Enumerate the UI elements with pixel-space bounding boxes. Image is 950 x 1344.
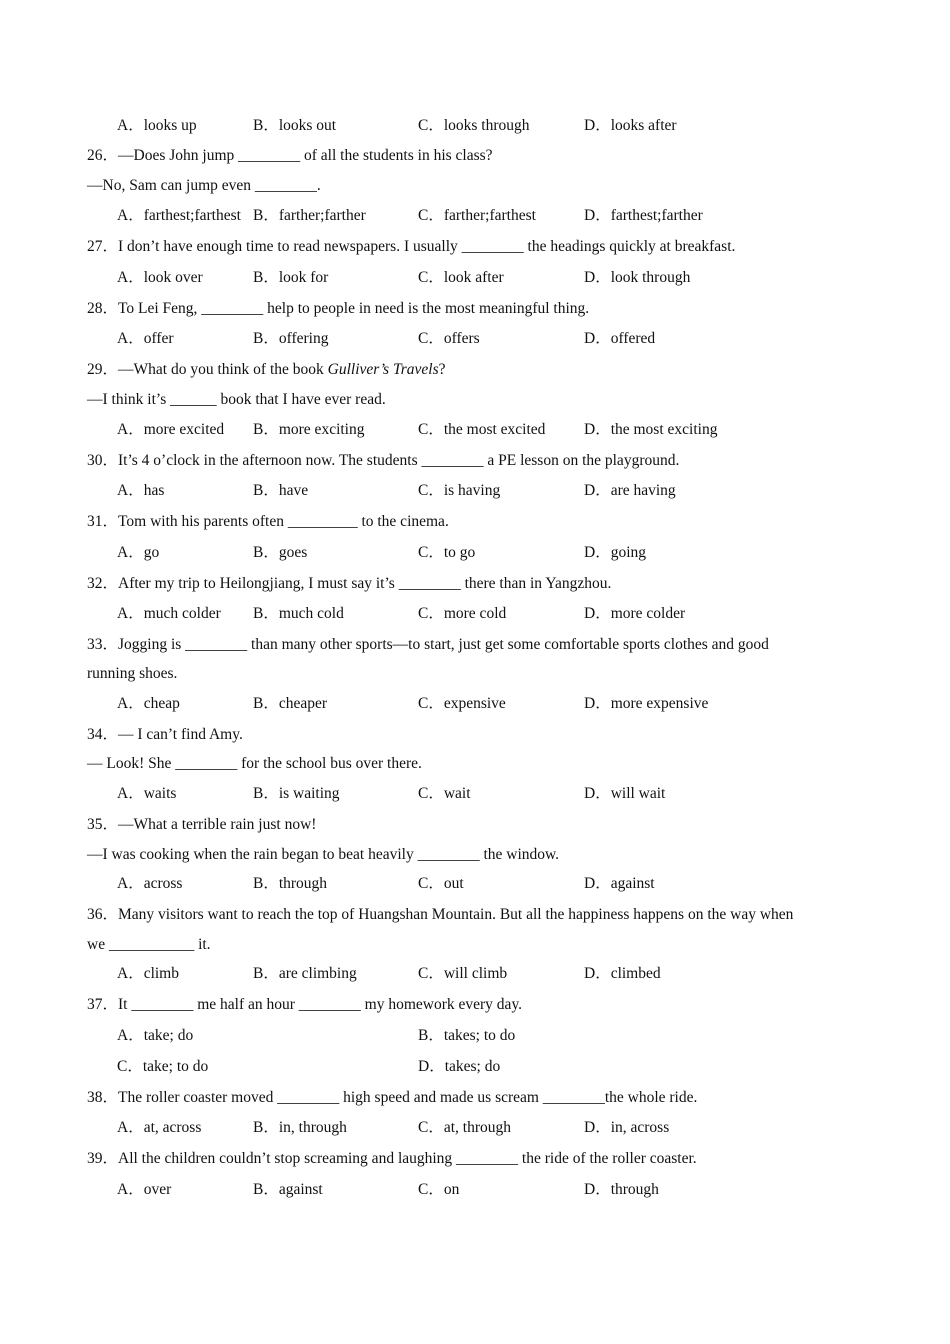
option-a: A．much colder [117,605,221,622]
option-a: A．at, across [117,1119,202,1136]
option-a: A．waits [117,785,177,802]
option-d: D．looks after [584,117,677,134]
option-c: C．out [418,875,464,892]
question-39-stem: 39．All the children couldn’t stop screaming and laughing ________ the ride of the roller coaster. [87,1150,697,1167]
option-d: D．the most exciting [584,421,718,438]
question-29-stem [87,360,446,380]
option-b: B．cheaper [253,695,328,712]
option-d: D．look through [584,269,691,286]
options-row-q26 [0,206,950,226]
option-d: D．through [584,1181,659,1198]
question-35-stem-2: —I was cooking when the rain began to beat heavily ________ the window. [87,846,560,863]
option-d: D．against [584,875,655,892]
options-row-q38 [0,1118,950,1138]
question-33-stem-2: running shoes. [87,665,178,682]
option-a: A．across [117,875,183,892]
option-a: A．take; do [117,1027,194,1044]
options-row-q34 [0,784,950,804]
option-c: C．to go [418,544,476,561]
option-d: D．more expensive [584,695,709,712]
question-29-stem-2: —I think it’s ______ book that I have ever read. [87,391,386,408]
option-c: C．at, through [418,1119,511,1136]
option-d: D．climbed [584,965,661,982]
option-b: B．much cold [253,605,344,622]
option-a: A．looks up [117,117,197,134]
options-row-q29 [0,420,950,440]
question-34-stem-2: — Look! She ________ for the school bus over there. [87,755,422,772]
option-a: A．over [117,1181,172,1198]
question-38-stem: 38．The roller coaster moved ________ high speed and made us scream ________the whole ride. [87,1089,698,1106]
option-c: C．offers [418,330,480,347]
option-c: C．look after [418,269,504,286]
option-a: A．offer [117,330,174,347]
options-row-q37-ab [0,1026,950,1046]
option-d: D．in, across [584,1119,670,1136]
option-b: B．looks out [253,117,337,134]
option-b: B．is waiting [253,785,340,802]
option-b: B．more exciting [253,421,365,438]
option-b: B．takes; to do [418,1027,516,1044]
option-a: A．more excited [117,421,225,438]
book-title: Gulliver’s Travels [327,361,439,378]
option-c: C．is having [418,482,501,499]
question-26-stem-2: —No, Sam can jump even ________. [87,177,321,194]
option-d: D．going [584,544,647,561]
option-c: C．looks through [418,117,530,134]
option-b: B．goes [253,544,308,561]
option-d: D．will wait [584,785,666,802]
option-b: B．farther;farther [253,207,366,224]
option-c: C．farther;farthest [418,207,536,224]
options-row-q39 [0,1180,950,1200]
option-c: C．on [418,1181,460,1198]
option-b: B．in, through [253,1119,347,1136]
option-d: D．offered [584,330,656,347]
question-30-stem: 30．It’s 4 o’clock in the afternoon now. The students ________ a PE lesson on the playground. [87,452,680,469]
options-row-q32 [0,604,950,624]
option-a: A．climb [117,965,179,982]
question-27-stem: 27．I don’t have enough time to read newspapers. I usually ________ the headings quickly at breakfast. [87,238,736,255]
question-36-stem: 36．Many visitors want to reach the top of Huangshan Mountain. But all the happiness happens on the way when [87,906,794,923]
question-35-stem: 35．—What a terrible rain just now! [87,816,317,833]
question-26-stem: 26．—Does John jump ________ of all the students in his class? [87,147,493,164]
option-b: B．against [253,1181,323,1198]
question-mark: ? [438,361,446,378]
question-32-stem: 32．After my trip to Heilongjiang, I must say it’s ________ there than in Yangzhou. [87,575,612,592]
option-d: D．are having [584,482,676,499]
question-33-stem: 33．Jogging is ________ than many other sports—to start, just get some comfortable sports clothes and good [87,636,769,653]
question-37-stem: 37．It ________ me half an hour ________ my homework every day. [87,996,523,1013]
options-row-q35 [0,874,950,894]
option-c: C．wait [418,785,471,802]
option-a: A．cheap [117,695,180,712]
option-c: C．take; to do [117,1058,209,1075]
options-row-q28 [0,329,950,349]
question-34-stem: 34．— I can’t find Amy. [87,726,243,743]
question-28-stem: 28．To Lei Feng, ________ help to people in need is the most meaningful thing. [87,300,590,317]
option-b: B．offering [253,330,329,347]
option-d: D．farthest;farther [584,207,703,224]
question-36-stem-2: we ___________ it. [87,936,211,953]
options-row-q37-cd [0,1057,950,1077]
options-row-q36 [0,964,950,984]
option-d: D．more colder [584,605,686,622]
option-a: A．look over [117,269,203,286]
option-d: D．takes; do [418,1058,501,1075]
options-row-q30 [0,481,950,501]
option-c: C．the most excited [418,421,546,438]
option-c: C．will climb [418,965,508,982]
question-31-stem: 31．Tom with his parents often _________ to the cinema. [87,513,449,530]
option-a: A．farthest;farthest [117,207,241,224]
question-29-stem-text: 29．—What do you think of the book [87,361,328,378]
option-c: C．expensive [418,695,506,712]
options-row-q27 [0,268,950,288]
option-b: B．look for [253,269,329,286]
options-row-q25 [0,116,950,136]
options-row-q31 [0,543,950,563]
option-b: B．are climbing [253,965,357,982]
option-c: C．more cold [418,605,507,622]
option-a: A．go [117,544,160,561]
option-b: B．have [253,482,309,499]
option-a: A．has [117,482,165,499]
options-row-q33 [0,694,950,714]
option-b: B．through [253,875,328,892]
